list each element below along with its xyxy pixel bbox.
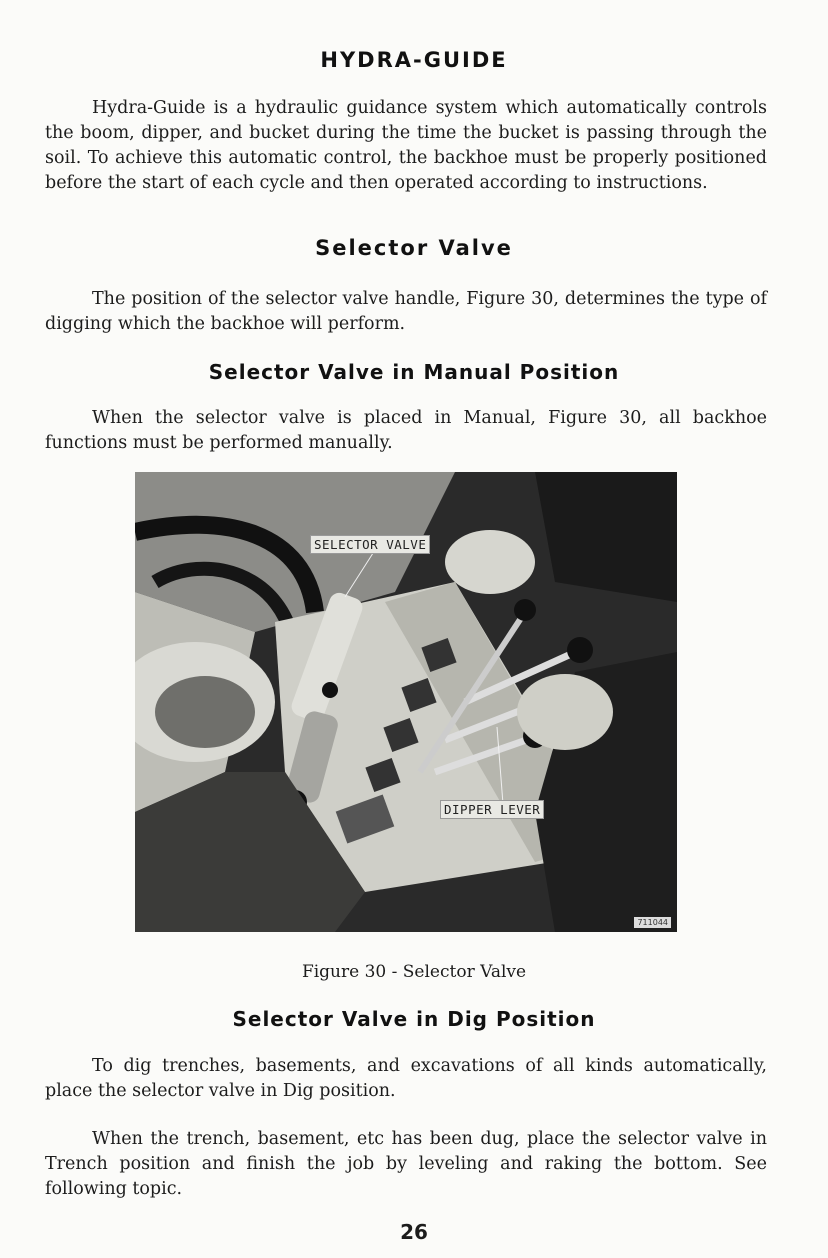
selector-valve-label: SELECTOR VALVE [310, 535, 430, 554]
selector-valve-photo [135, 472, 677, 932]
photo-id: 711044 [634, 917, 671, 928]
page-number: 26 [400, 1220, 428, 1244]
intro-paragraph: Hydra-Guide is a hydraulic guidance system which automatically controls the boom, dipper, and bucket during the time the bucket is passing through the soil. To achieve this automatic control, the backhoe must be properly positioned before the start of each cycle and then operated according to instructions. [45, 98, 767, 193]
figure-caption: Figure 30 - Selector Valve [301, 962, 527, 982]
manual-position-heading: Selector Valve in Manual Position [208, 360, 620, 384]
manual-position-paragraph: When the selector valve is placed in Manual, Figure 30, all backhoe functions must be performed manually. [45, 408, 767, 453]
dipper-lever-label: DIPPER LEVER [440, 800, 544, 819]
selector-valve-paragraph: The position of the selector valve handle, Figure 30, determines the type of digging which the backhoe will perform. [45, 289, 767, 334]
dig-position-heading: Selector Valve in Dig Position [232, 1007, 596, 1031]
dig-position-paragraph: To dig trenches, basements, and excavations of all kinds automatically, place the selector valve in Dig position. [45, 1056, 767, 1101]
selector-valve-heading: Selector Valve [315, 236, 513, 260]
page-title: HYDRA-GUIDE [320, 48, 508, 72]
trench-paragraph: When the trench, basement, etc has been dug, place the selector valve in Trench position and finish the job by leveling and raking the bottom. See following topic. [45, 1129, 767, 1199]
